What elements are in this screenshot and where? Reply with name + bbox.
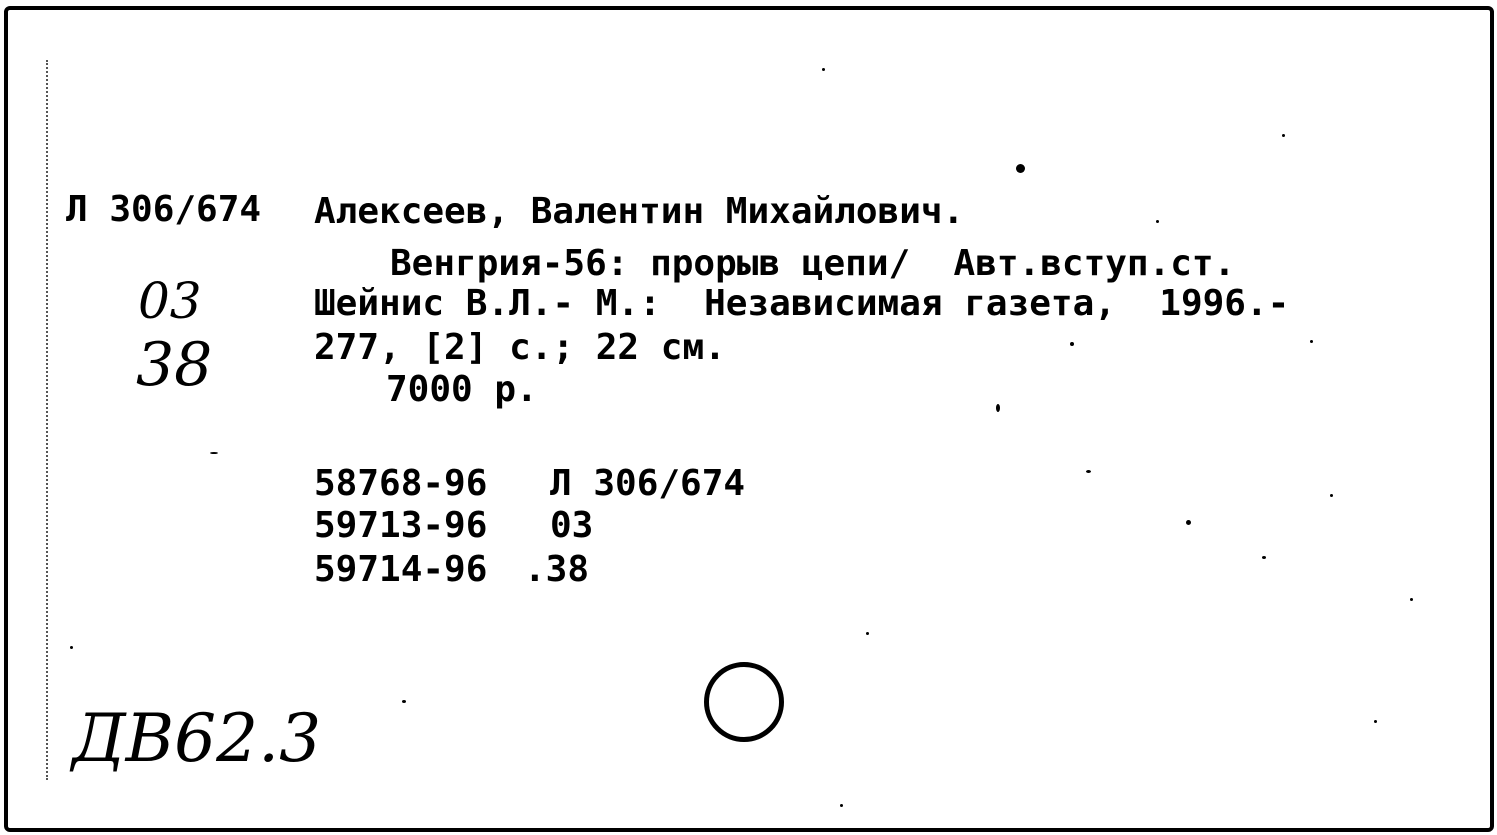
scan-speck	[840, 804, 843, 807]
inventory-location: 03	[550, 505, 594, 546]
handwritten-classification: ДВ62.3	[72, 700, 322, 777]
scan-speck	[1410, 598, 1413, 601]
scan-speck	[1016, 164, 1025, 173]
scan-speck	[1086, 470, 1091, 473]
scan-speck	[1310, 340, 1313, 343]
scan-speck	[1282, 134, 1285, 137]
handwritten-side-note-2: 38	[136, 330, 213, 400]
title-line: Венгрия-56: прорыв цепи/ Авт.вступ.ст.	[390, 243, 1236, 284]
inventory-number: 59713-96	[314, 505, 488, 546]
scan-speck	[996, 404, 1000, 412]
scan-speck	[1156, 220, 1159, 223]
handwritten-side-note-1: 03	[138, 272, 202, 330]
scan-speck	[70, 646, 73, 649]
extent-line: 277, [2] с.; 22 см.	[314, 327, 726, 368]
price-line: 7000 р.	[386, 369, 538, 410]
scan-speck	[402, 700, 406, 703]
scan-speck	[1330, 494, 1333, 497]
inventory-number: 59714-96	[314, 549, 488, 590]
call-number: Л 306/674	[66, 189, 262, 230]
scan-speck	[1262, 556, 1266, 559]
scan-speck	[210, 452, 218, 454]
inventory-location: Л 306/674	[550, 463, 746, 504]
imprint-line: Шейнис В.Л.- М.: Независимая газета, 1996.-	[314, 283, 1290, 324]
punch-hole	[704, 662, 784, 742]
scan-speck	[1070, 342, 1074, 346]
scan-speck	[1374, 720, 1377, 723]
inventory-location: .38	[524, 549, 590, 590]
inventory-number: 58768-96	[314, 463, 488, 504]
scan-speck	[866, 632, 869, 635]
card-left-edge-marks	[46, 60, 48, 780]
scan-speck	[822, 68, 825, 71]
scan-speck	[1186, 520, 1191, 525]
author-heading: Алексеев, Валентин Михайлович.	[314, 191, 965, 232]
